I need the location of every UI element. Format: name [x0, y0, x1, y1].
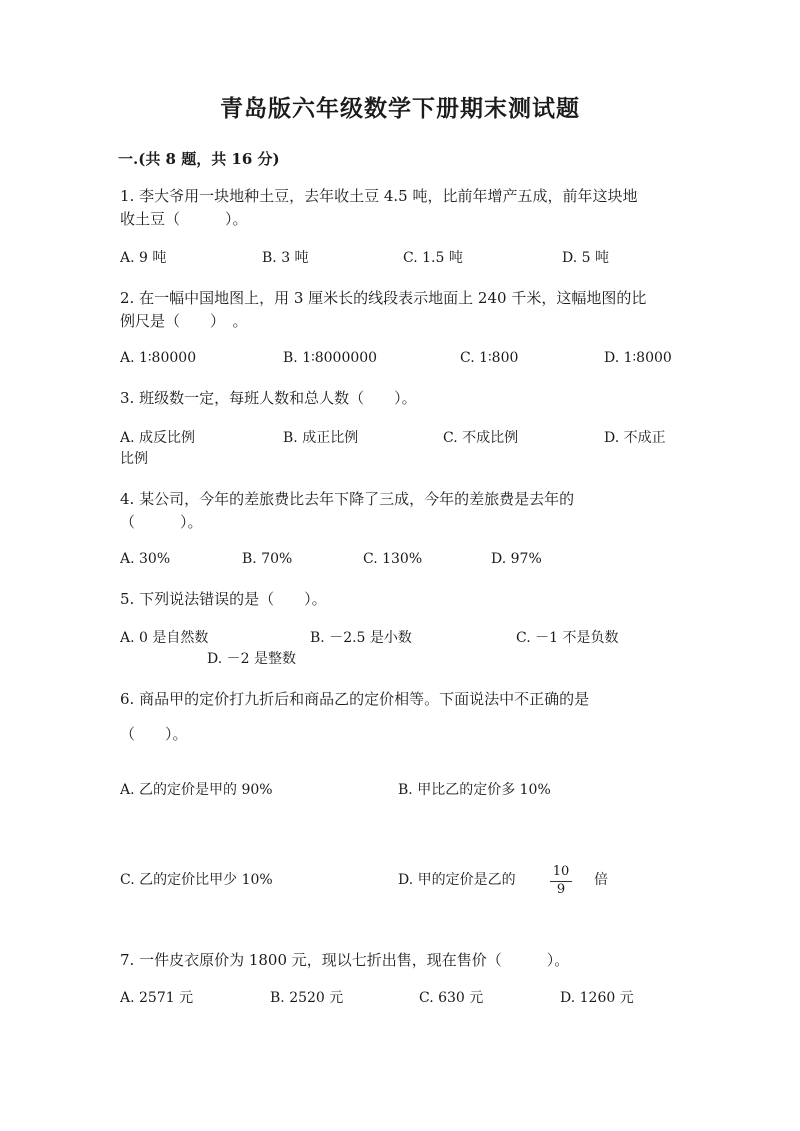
question-4-option-b: B. 70%	[242, 551, 293, 567]
question-4-text-line2: （ ）。	[120, 513, 203, 531]
question-6-option-d: D. 甲的定价是乙的	[398, 872, 516, 888]
question-3-option-c: C. 不成比例	[443, 430, 519, 446]
question-1-option-a: A. 9 吨	[120, 250, 167, 266]
question-7-option-b: B. 2520 元	[270, 990, 344, 1006]
question-5-option-b: B. －2.5 是小数	[310, 630, 412, 646]
fraction-numerator: 10	[550, 865, 572, 882]
fraction-denominator: 9	[556, 881, 566, 897]
question-4-option-a: A. 30%	[120, 551, 171, 567]
question-5-option-d: D. －2 是整数	[207, 651, 296, 667]
question-1-text-line1: 1. 李大爷用一块地种土豆，去年收土豆 4.5 吨，比前年增产五成，前年这块地	[120, 187, 638, 205]
section-heading: 一.(共 8 题，共 16 分)	[118, 150, 280, 168]
question-1-option-b: B. 3 吨	[262, 250, 309, 266]
question-5-text-line1: 5. 下列说法错误的是（ ）。	[120, 590, 327, 608]
question-5-option-c: C. －1 不是负数	[516, 630, 619, 646]
question-4-option-d: D. 97%	[491, 551, 542, 567]
question-3-option-d-continued: 比例	[120, 451, 148, 467]
page-title: 青岛版六年级数学下册期末测试题	[220, 95, 580, 122]
question-3-option-a: A. 成反比例	[120, 430, 196, 446]
question-4-text-line1: 4. 某公司，今年的差旅费比去年下降了三成，今年的差旅费是去年的	[120, 490, 575, 508]
question-6-text-line1: 6. 商品甲的定价打九折后和商品乙的定价相等。下面说法中不正确的是	[120, 690, 590, 708]
question-4-option-c: C. 130%	[363, 551, 423, 567]
question-1-option-c: C. 1.5 吨	[403, 250, 463, 266]
question-7-text-line1: 7. 一件皮衣原价为 1800 元，现以七折出售，现在售价（ ）。	[120, 951, 570, 969]
question-1-option-d: D. 5 吨	[562, 250, 609, 266]
question-6-option-a: A. 乙的定价是甲的 90%	[120, 782, 273, 798]
question-3-option-b: B. 成正比例	[283, 430, 359, 446]
question-3-option-d: D. 不成正	[604, 430, 666, 446]
question-1-text-line2: 收土豆（ ）。	[120, 210, 248, 228]
question-3-text-line1: 3. 班级数一定，每班人数和总人数（ ）。	[120, 389, 417, 407]
question-2-option-c: C. 1∶800	[460, 350, 519, 366]
question-2-text-line2: 例尺是（ ） 。	[120, 312, 248, 330]
question-7-option-d: D. 1260 元	[560, 990, 634, 1006]
question-6-option-b: B. 甲比乙的定价多 10%	[398, 782, 551, 798]
question-6-text-line2: （ ）。	[120, 725, 188, 743]
question-2-option-d: D. 1∶8000	[604, 350, 672, 366]
question-2-text-line1: 2. 在一幅中国地图上，用 3 厘米长的线段表示地面上 240 千米，这幅地图的比	[120, 289, 647, 307]
question-6-option-d-suffix: 倍	[594, 872, 608, 888]
question-6-option-c: C. 乙的定价比甲少 10%	[120, 872, 273, 888]
question-7-option-c: C. 630 元	[419, 990, 484, 1006]
fraction-ten-ninths	[550, 865, 572, 898]
question-5-option-a: A. 0 是自然数	[120, 630, 209, 646]
question-2-option-a: A. 1∶80000	[120, 350, 197, 366]
question-7-option-a: A. 2571 元	[120, 990, 194, 1006]
question-2-option-b: B. 1∶8000000	[283, 350, 378, 366]
